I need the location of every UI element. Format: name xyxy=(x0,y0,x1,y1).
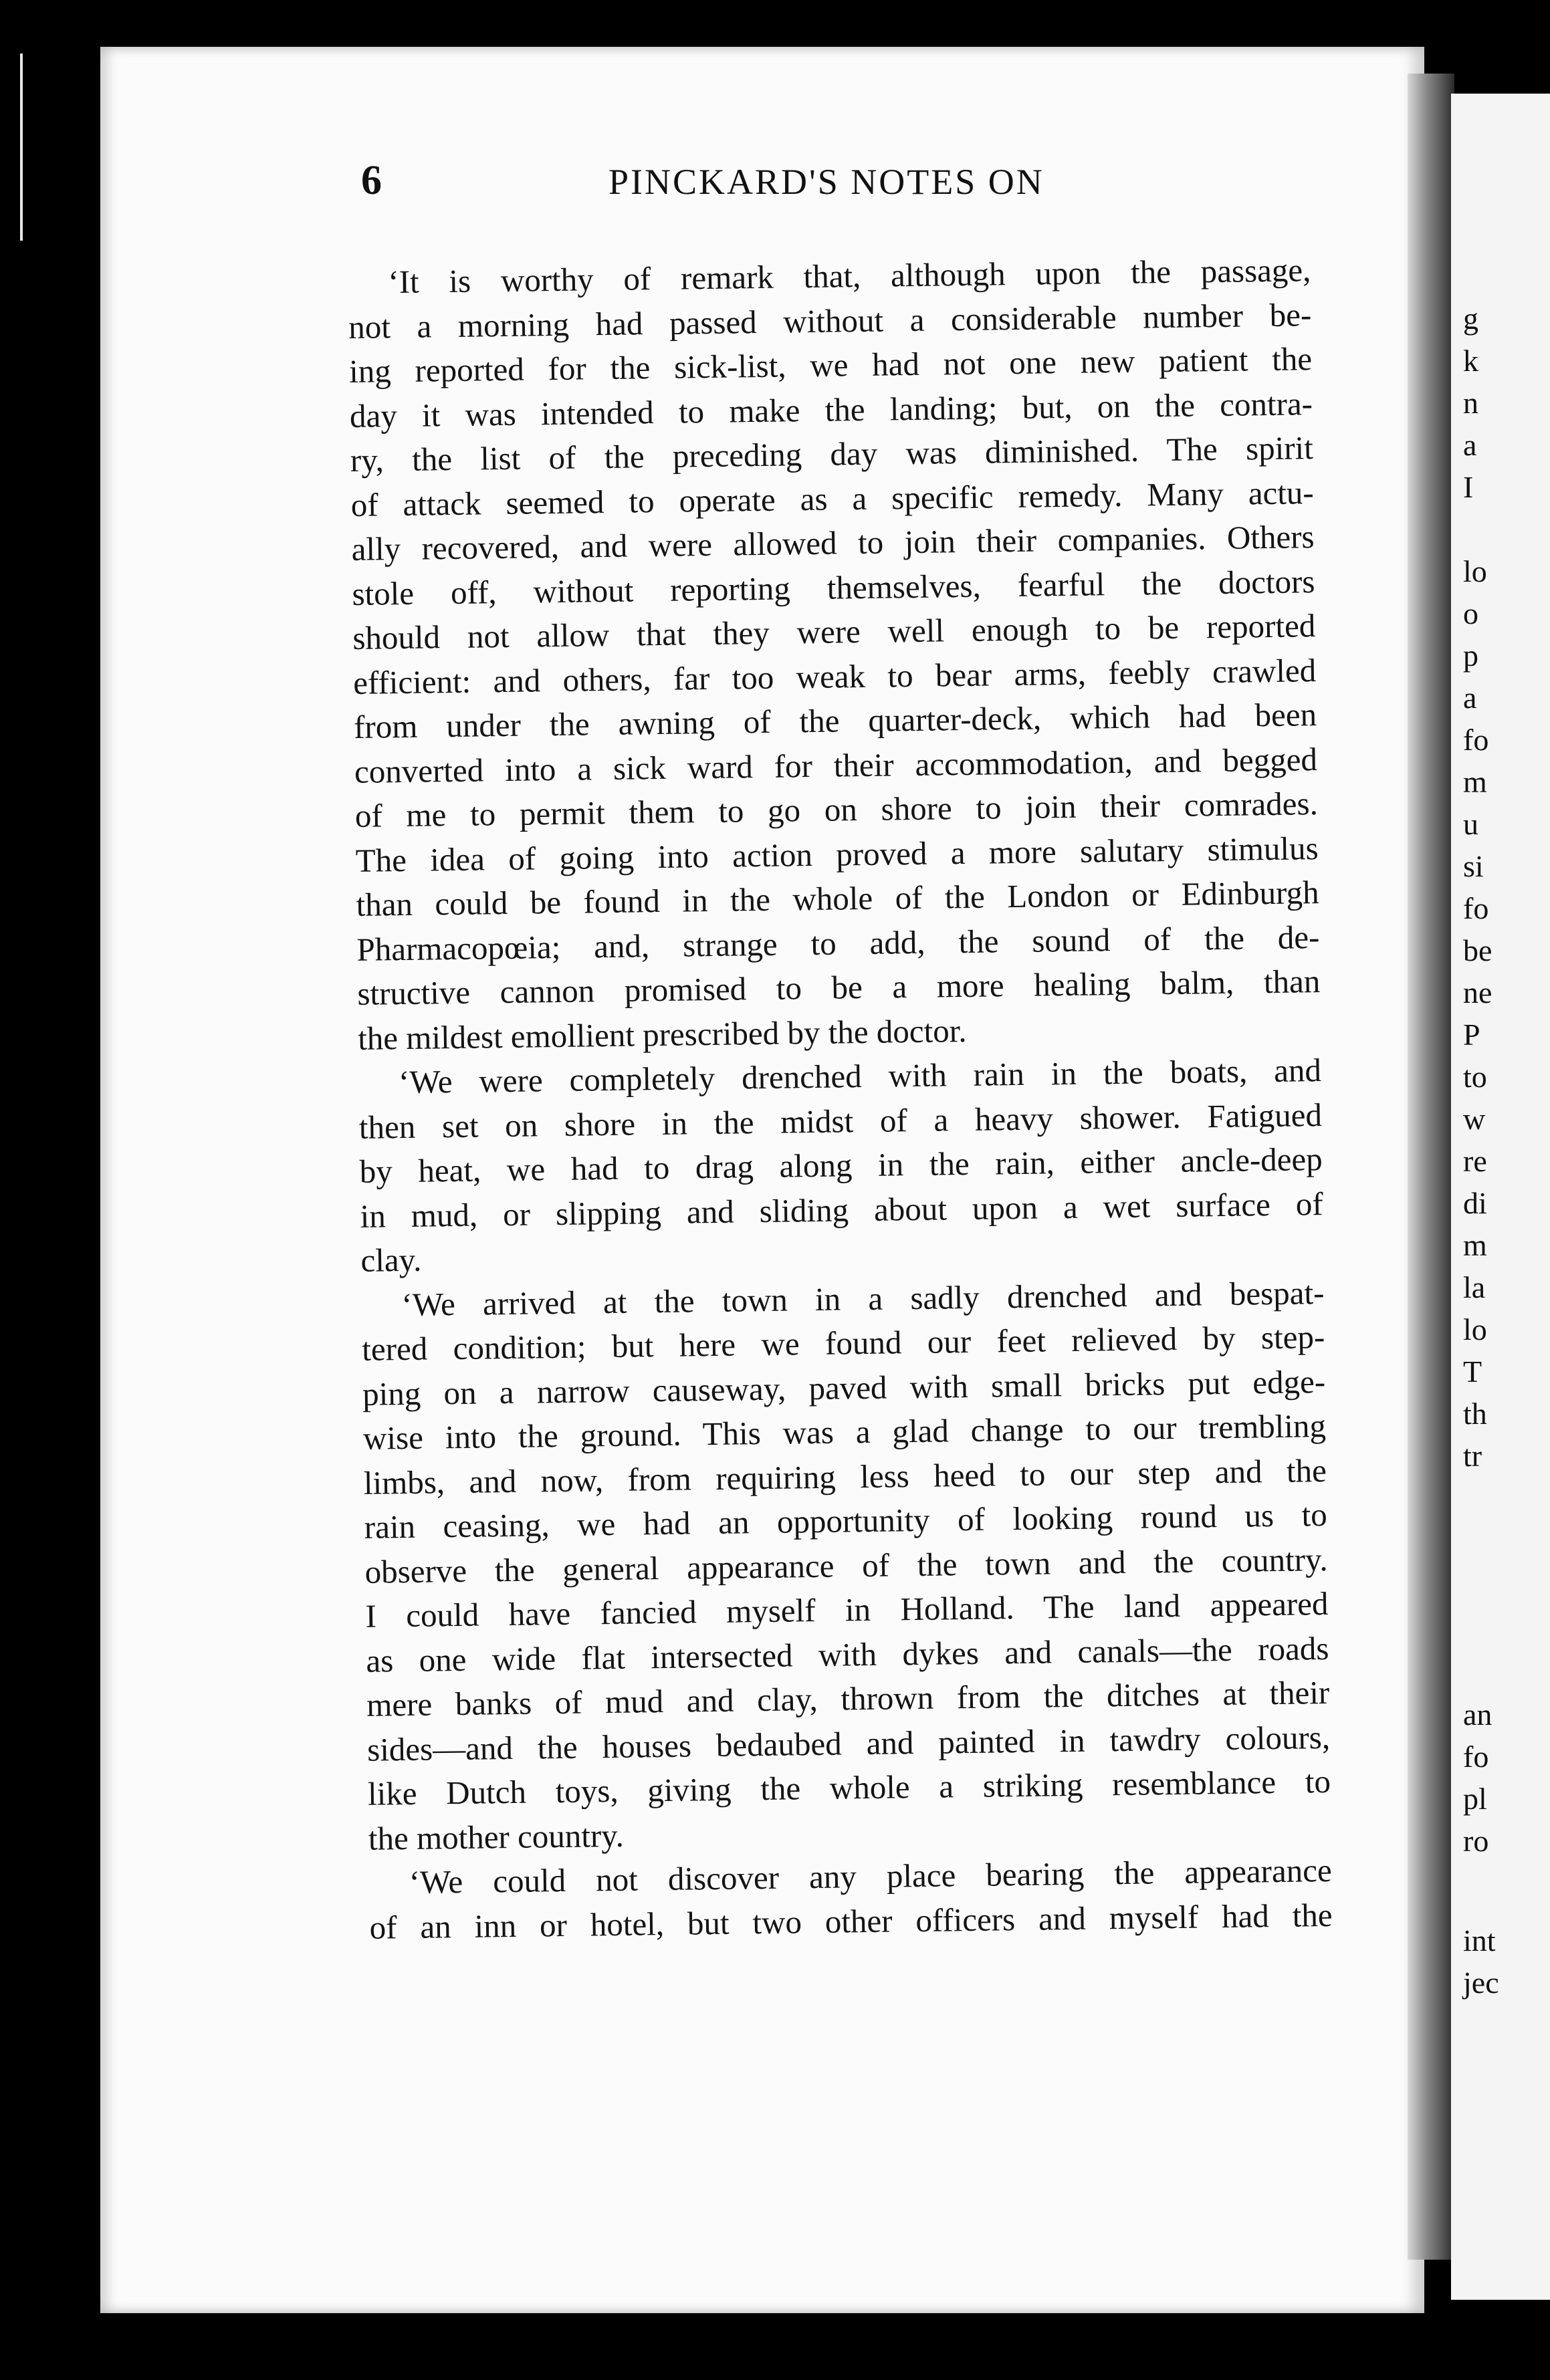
text-line: rain ceasing, we had an opportunity of looking round us to xyxy=(364,1496,1328,1546)
text-line: ‘We arrived at the town in a sadly drenched and bespat- xyxy=(401,1274,1325,1323)
text-line: then set on shore in the midst of a heavy shower. Fatigued xyxy=(358,1096,1323,1146)
facing-fragment: k xyxy=(1463,344,1478,378)
text-line: ‘We were completely drenched with rain in the boats, and xyxy=(398,1052,1322,1101)
paragraph xyxy=(361,1271,1331,1861)
facing-fragment: u xyxy=(1463,807,1478,841)
paragraph xyxy=(368,1849,1333,1950)
text-line: clay. xyxy=(360,1241,422,1279)
facing-fragment: si xyxy=(1463,849,1484,883)
text-line: ‘It is worthy of remark that, although upon the passage, xyxy=(388,251,1311,301)
text-line: efficient: and others, far too weak to bear arms, feebly crawled xyxy=(352,651,1317,701)
facing-fragment: o xyxy=(1463,596,1478,630)
text-line: stole off, without reporting themselves, fearful the doctors xyxy=(352,562,1315,612)
facing-fragment: pl xyxy=(1463,1782,1487,1816)
text-line: like Dutch toys, giving the whole a striking resemblance to xyxy=(367,1762,1331,1812)
body-text xyxy=(348,248,1333,1950)
text-line: the mother country. xyxy=(368,1816,625,1857)
facing-fragment: th xyxy=(1463,1397,1487,1431)
scan-edge-mark xyxy=(20,53,23,241)
page-header xyxy=(261,157,1090,217)
facing-fragment: be xyxy=(1463,933,1492,967)
text-line: ry, the list of the preceding day was diminished. The spirit xyxy=(350,429,1314,479)
facing-fragment: an xyxy=(1463,1697,1492,1732)
facing-fragment: to xyxy=(1463,1060,1487,1094)
facing-fragment: la xyxy=(1463,1270,1486,1304)
text-line: mere banks of mud and clay, thrown from the ditches at their xyxy=(366,1673,1330,1723)
paragraph xyxy=(358,1048,1324,1283)
facing-fragment: p xyxy=(1463,638,1478,673)
facing-fragment: fo xyxy=(1463,1740,1489,1774)
facing-fragment: a xyxy=(1463,681,1477,715)
facing-fragment: n xyxy=(1463,386,1478,420)
text-line: structive cannon promised to be a more healing balm, than xyxy=(356,963,1321,1012)
text-line: should not allow that they were well enough to be reported xyxy=(352,607,1316,657)
text-line: in mud, or slipping and sliding about upon a wet surface of xyxy=(360,1185,1323,1235)
facing-fragment: fo xyxy=(1463,891,1489,925)
text-line: by heat, we had to drag along in the rain, either ancle-deep xyxy=(359,1141,1323,1190)
text-line: tered condition; but here we found our feet relieved by step- xyxy=(361,1318,1325,1368)
text-line: converted into a sick ward for their accommodation, and begged xyxy=(354,740,1318,790)
facing-fragment: re xyxy=(1463,1144,1487,1178)
facing-fragment: ro xyxy=(1463,1824,1489,1858)
text-line: observe the general appearance of the town and the country. xyxy=(364,1540,1328,1590)
text-line: the mildest emollient prescribed by the doctor. xyxy=(357,1012,967,1057)
paragraph xyxy=(348,248,1321,1061)
facing-fragment: fo xyxy=(1463,723,1489,757)
facing-fragment: lo xyxy=(1463,554,1487,588)
text-line: ping on a narrow causeway, paved with small bricks put edge- xyxy=(362,1362,1326,1413)
text-line: from under the awning of the quarter-deck, which had been xyxy=(353,696,1317,745)
page-number: 6 xyxy=(361,158,382,203)
running-title: PINCKARD'S NOTES ON xyxy=(608,162,1044,202)
facing-fragment: T xyxy=(1463,1354,1482,1389)
facing-fragment: m xyxy=(1463,1228,1487,1262)
text-line: wise into the ground. This was a glad change to our trembling xyxy=(362,1407,1327,1457)
facing-fragment: w xyxy=(1463,1102,1486,1136)
facing-fragment: di xyxy=(1463,1186,1487,1220)
facing-fragment: jec xyxy=(1463,1966,1499,2000)
book-gutter xyxy=(1408,74,1454,2260)
facing-fragment: tr xyxy=(1463,1439,1482,1473)
text-line: The idea of going into action proved a more salutary stimulus xyxy=(355,829,1319,879)
text-line: sides—and the houses bedaubed and painted in tawdry colours, xyxy=(366,1718,1331,1768)
text-line: ally recovered, and were allowed to join their companies. Others xyxy=(351,518,1315,568)
text-line: day it was intended to make the landing; but, on the contra- xyxy=(349,384,1313,435)
text-line: not a morning had passed without a considerable number be- xyxy=(348,295,1312,346)
text-line: than could be found in the whole of the London or Edinburgh xyxy=(356,874,1319,923)
facing-fragment: int xyxy=(1463,1923,1496,1957)
facing-page xyxy=(1451,94,1550,2300)
facing-fragment: a xyxy=(1463,428,1477,462)
text-line: I could have fancied myself in Holland. The land appeared xyxy=(365,1584,1329,1635)
text-line: limbs, and now, from requiring less heed to our step and the xyxy=(363,1451,1327,1502)
text-line: as one wide flat intersected with dykes and canals—the roads xyxy=(366,1629,1329,1679)
text-line: of attack seemed to operate as a specific remedy. Many actu- xyxy=(350,473,1315,523)
text-line: ing reported for the sick-list, we had not one new patient the xyxy=(348,340,1313,390)
facing-fragment: ne xyxy=(1463,975,1492,1009)
facing-fragment: g xyxy=(1463,302,1478,336)
text-line: of me to permit them to go on shore to join their comrades. xyxy=(354,785,1319,834)
facing-fragment: lo xyxy=(1463,1312,1487,1346)
text-line: of an inn or hotel, but two other officers and myself had the xyxy=(369,1896,1333,1946)
text-line: ‘We could not discover any place bearing the appearance xyxy=(409,1851,1332,1901)
facing-fragment: P xyxy=(1463,1018,1480,1052)
facing-fragment: I xyxy=(1463,470,1474,504)
text-line: Pharmacopœia; and, strange to add, the sound of the de- xyxy=(356,918,1320,968)
facing-fragment: m xyxy=(1463,765,1487,799)
